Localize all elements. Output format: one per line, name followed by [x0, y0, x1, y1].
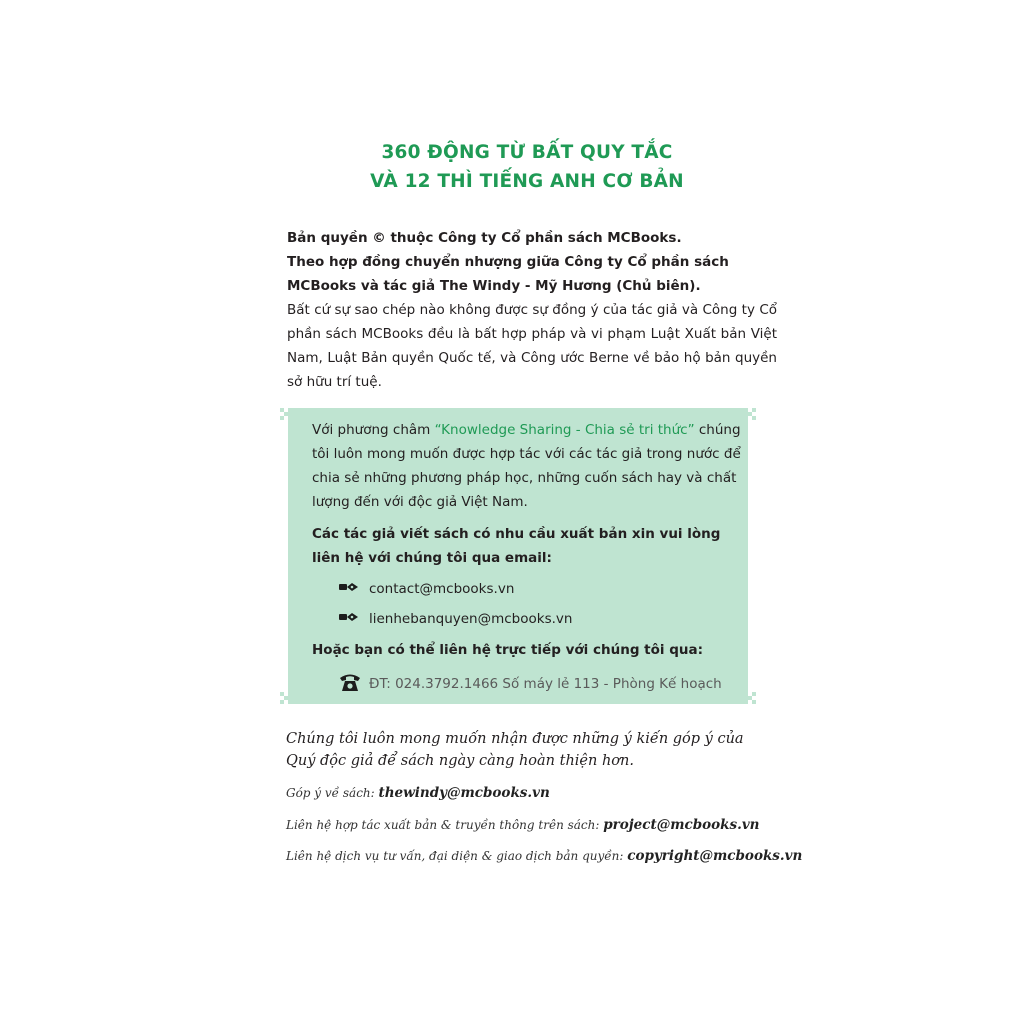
intro-after: chúng tôi luôn mong muốn được hợp tác với các tác giả trong nước để chia sẻ những phương pháp học, những cuốn sách hay và chất lượng đến với độc giả Việt Nam. — [312, 422, 741, 510]
rights-contact-line — [286, 848, 802, 864]
media-email[interactable]: project@mcbooks.vn — [603, 817, 760, 833]
pen-nib-icon — [339, 611, 369, 627]
title-line-2: VÀ 12 THÌ TIẾNG ANH CƠ BẢN — [370, 171, 684, 192]
copyright-notice: Bất cứ sự sao chép nào không được sự đồng ý của tác giả và Công ty Cổ phần sách MCBooks đều là bất hợp pháp và vi phạm Luật Xuất bản Việt Nam, Luật Bản quyền Quốc tế, và Công ước Berne về bảo hộ bản quyền sở hữu trí tuệ. — [287, 302, 777, 390]
feedback-lead: Chúng tôi luôn mong muốn nhận được những ý kiến góp ý của Quý độc giả để sách ngày càng hoàn thiện hơn. — [286, 731, 744, 769]
email-link-contact[interactable]: contact@mcbooks.vn — [369, 581, 515, 597]
feedback-line — [286, 785, 550, 801]
feedback-section — [286, 728, 803, 864]
title-line-1: 360 ĐỘNG TỪ BẤT QUY TẮC — [381, 142, 673, 163]
authors-heading: Các tác giả viết sách có nhu cầu xuất bản xin vui lòng liên hệ với chúng tôi qua email: — [312, 526, 721, 566]
email-item-rights — [339, 611, 572, 627]
media-label: Liên hệ hợp tác xuất bản & truyền thông trên sách: — [286, 818, 604, 832]
direct-heading: Hoặc bạn có thể liên hệ trực tiếp với chúng tôi qua: — [312, 642, 704, 658]
copyright-owner: Bản quyền © thuộc Công ty Cổ phần sách MCBooks. — [287, 230, 682, 246]
rights-label: Liên hệ dịch vụ tư vấn, đại diện & giao dịch bản quyền: — [286, 849, 628, 863]
slogan: “Knowledge Sharing - Chia sẻ tri thức” — [434, 422, 695, 438]
rights-email[interactable]: copyright@mcbooks.vn — [627, 848, 803, 864]
phone-text: ĐT: 024.3792.1466 Số máy lẻ 113 - Phòng Kế hoạch — [369, 676, 722, 692]
book-title — [0, 138, 1024, 196]
copyright-contract: Theo hợp đồng chuyển nhượng giữa Công ty Cổ phần sách MCBooks và tác giả The Windy - Mỹ Hương (Chủ biên). — [287, 254, 729, 294]
email-item-contact — [339, 581, 514, 597]
email-link-rights[interactable]: lienhebanquyen@mcbooks.vn — [369, 611, 573, 627]
copyright-block — [287, 226, 777, 394]
contact-intro — [312, 418, 742, 514]
media-contact-line — [286, 817, 760, 833]
intro-before: Với phương châm — [312, 422, 435, 438]
feedback-email[interactable]: thewindy@mcbooks.vn — [378, 785, 550, 801]
contact-box-content — [312, 418, 742, 570]
contact-box — [288, 408, 748, 704]
feedback-label: Góp ý về sách: — [286, 786, 379, 800]
phone-item — [339, 672, 722, 696]
pen-nib-icon — [339, 581, 369, 597]
telephone-icon — [339, 672, 369, 696]
